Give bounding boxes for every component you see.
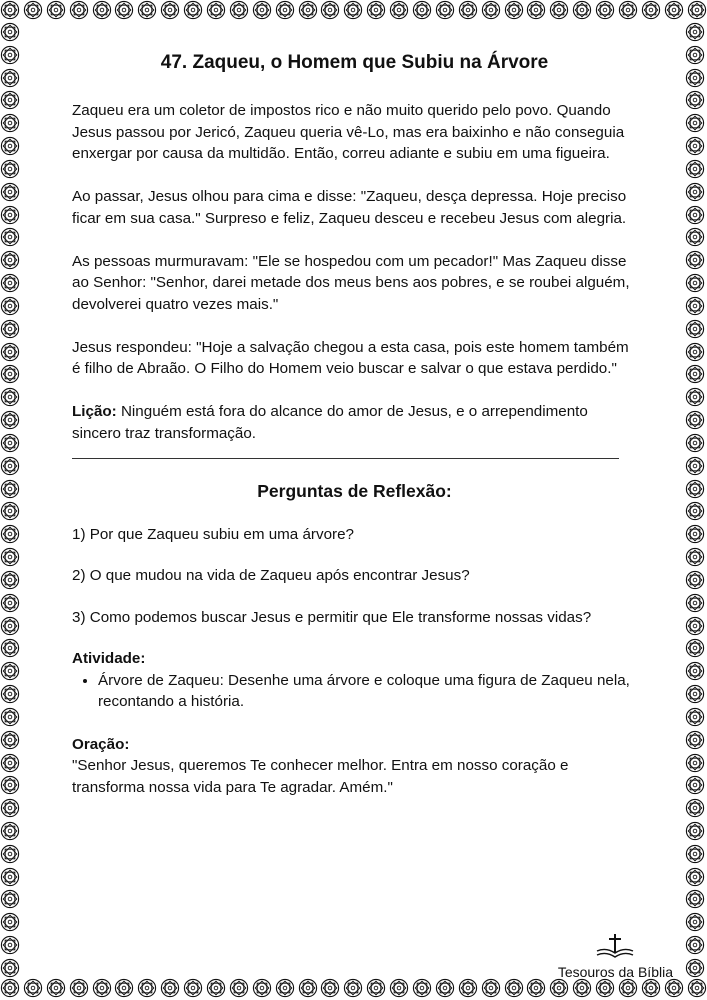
rosette-ornament-icon [0,159,20,179]
rosette-ornament-icon [0,136,20,156]
rosette-ornament-icon [0,182,20,202]
rosette-ornament-icon [687,978,707,998]
rosette-ornament-icon [0,798,20,818]
rosette-ornament-icon [641,0,661,20]
rosette-ornament-icon [0,45,20,65]
rosette-ornament-icon [320,978,340,998]
rosette-ornament-icon [685,775,705,795]
rosette-ornament-icon [206,0,226,20]
rosette-ornament-icon [685,638,705,658]
ornamental-border-top [0,0,707,22]
rosette-ornament-icon [685,227,705,247]
rosette-ornament-icon [595,978,615,998]
rosette-ornament-icon [685,364,705,384]
reflection-question: 3) Como podemos buscar Jesus e permitir que Ele transforme nossas vidas? [72,608,592,626]
rosette-ornament-icon [458,0,478,20]
rosette-ornament-icon [252,0,272,20]
rosette-ornament-icon [46,978,66,998]
rosette-ornament-icon [0,570,20,590]
rosette-ornament-icon [685,616,705,636]
rosette-ornament-icon [685,479,705,499]
rosette-ornament-icon [92,978,112,998]
rosette-ornament-icon [0,616,20,636]
rosette-ornament-icon [685,524,705,544]
rosette-ornament-icon [685,22,705,42]
rosette-ornament-icon [0,250,20,270]
rosette-ornament-icon [0,227,20,247]
rosette-ornament-icon [23,0,43,20]
rosette-ornament-icon [526,978,546,998]
rosette-ornament-icon [0,524,20,544]
rosette-ornament-icon [252,978,272,998]
rosette-ornament-icon [526,0,546,20]
rosette-ornament-icon [664,0,684,20]
rosette-ornament-icon [0,707,20,727]
rosette-ornament-icon [685,661,705,681]
rosette-ornament-icon [685,889,705,909]
rosette-ornament-icon [206,978,226,998]
rosette-ornament-icon [160,978,180,998]
lesson-paragraph [72,401,637,444]
rosette-ornament-icon [69,0,89,20]
rosette-ornament-icon [0,456,20,476]
rosette-ornament-icon [0,958,20,978]
activity-item: • Árvore de Zaqueu: Desenhe uma árvore e coloque uma figura de Zaqueu nela, recontando a história. [98,670,637,713]
rosette-ornament-icon [685,867,705,887]
rosette-ornament-icon [435,0,455,20]
ornamental-border-bottom [0,978,707,1000]
rosette-ornament-icon [685,593,705,613]
rosette-ornament-icon [595,0,615,20]
rosette-ornament-icon [0,730,20,750]
rosette-ornament-icon [685,205,705,225]
rosette-ornament-icon [0,68,20,88]
rosette-ornament-icon [504,978,524,998]
rosette-ornament-icon [0,342,20,362]
rosette-ornament-icon [458,978,478,998]
rosette-ornament-icon [0,978,20,998]
reflection-question: 1) Por que Zaqueu subiu em uma árvore? [72,525,354,543]
rosette-ornament-icon [685,182,705,202]
footer-brand [558,933,673,980]
rosette-ornament-icon [685,296,705,316]
rosette-ornament-icon [343,0,363,20]
lesson-label: Lição: [72,403,117,420]
rosette-ornament-icon [46,0,66,20]
rosette-ornament-icon [685,958,705,978]
rosette-ornament-icon [685,570,705,590]
rosette-ornament-icon [0,753,20,773]
rosette-ornament-icon [0,867,20,887]
rosette-ornament-icon [685,136,705,156]
brand-name: Tesouros da Bíblia [557,964,673,980]
rosette-ornament-icon [685,319,705,339]
rosette-ornament-icon [389,978,409,998]
rosette-ornament-icon [92,0,112,20]
rosette-ornament-icon [685,250,705,270]
rosette-ornament-icon [114,978,134,998]
rosette-ornament-icon [0,638,20,658]
rosette-ornament-icon [685,753,705,773]
rosette-ornament-icon [0,433,20,453]
lesson-text: Ninguém está fora do alcance do amor de Jesus, e o arrependimento sincero traz transformação. [72,403,588,442]
divider-line [72,458,619,459]
activity-label: Atividade: [72,650,146,667]
rosette-ornament-icon [0,889,20,909]
rosette-ornament-icon [0,775,20,795]
rosette-ornament-icon [685,684,705,704]
rosette-ornament-icon [572,0,592,20]
rosette-ornament-icon [0,479,20,499]
rosette-ornament-icon [183,978,203,998]
rosette-ornament-icon [0,364,20,384]
page-title: 47. Zaqueu, o Homem que Subiu na Árvore [160,52,549,73]
rosette-ornament-icon [0,593,20,613]
prayer-text: "Senhor Jesus, queremos Te conhecer melhor. Entra em nosso coração e transforma nossa vida para Te agradar. Amém." [72,757,569,796]
activity-list [72,670,637,713]
rosette-ornament-icon [685,159,705,179]
rosette-ornament-icon [0,387,20,407]
rosette-ornament-icon [0,912,20,932]
rosette-ornament-icon [685,90,705,110]
rosette-ornament-icon [0,0,20,20]
ornamental-border-right [685,22,707,978]
rosette-ornament-icon [685,707,705,727]
rosette-ornament-icon [0,935,20,955]
rosette-ornament-icon [298,978,318,998]
rosette-ornament-icon [685,456,705,476]
rosette-ornament-icon [0,821,20,841]
rosette-ornament-icon [389,0,409,20]
rosette-ornament-icon [641,978,661,998]
rosette-ornament-icon [275,0,295,20]
rosette-ornament-icon [685,935,705,955]
rosette-ornament-icon [685,45,705,65]
rosette-ornament-icon [0,113,20,133]
rosette-ornament-icon [298,0,318,20]
rosette-ornament-icon [183,0,203,20]
reflection-question: 2) O que mudou na vida de Zaqueu após encontrar Jesus? [72,567,470,584]
rosette-ornament-icon [0,90,20,110]
rosette-ornament-icon [320,0,340,20]
rosette-ornament-icon [685,798,705,818]
rosette-ornament-icon [685,844,705,864]
rosette-ornament-icon [0,273,20,293]
rosette-ornament-icon [412,0,432,20]
cross-open-book-icon [593,933,637,961]
rosette-ornament-icon [366,0,386,20]
rosette-ornament-icon [572,978,592,998]
rosette-ornament-icon [0,410,20,430]
rosette-ornament-icon [549,978,569,998]
rosette-ornament-icon [435,978,455,998]
rosette-ornament-icon [69,978,89,998]
rosette-ornament-icon [549,0,569,20]
rosette-ornament-icon [664,978,684,998]
rosette-ornament-icon [618,0,638,20]
rosette-ornament-icon [0,296,20,316]
rosette-ornament-icon [685,433,705,453]
rosette-ornament-icon [160,0,180,20]
story-paragraph: As pessoas murmuravam: "Ele se hospedou com um pecador!" Mas Zaqueu disse ao Senhor: "Senhor, darei metade dos meus bens aos pobres, e se roubei alguém, devolverei quatro vezes mais." [72,252,630,313]
rosette-ornament-icon [618,978,638,998]
rosette-ornament-icon [481,0,501,20]
rosette-ornament-icon [275,978,295,998]
page-content [72,52,637,820]
rosette-ornament-icon [685,113,705,133]
rosette-ornament-icon [0,319,20,339]
rosette-ornament-icon [685,501,705,521]
story-paragraph: Jesus respondeu: "Hoje a salvação chegou a esta casa, pois este homem também é filho de Abraão. O Filho do Homem veio buscar e salvar o que estava perdido." [72,338,629,377]
rosette-ornament-icon [343,978,363,998]
rosette-ornament-icon [685,410,705,430]
story-paragraph: Ao passar, Jesus olhou para cima e disse: "Zaqueu, desça depressa. Hoje preciso ficar em sua casa." Surpreso e feliz, Zaqueu desceu e recebeu Jesus com alegria. [72,188,627,227]
prayer-label: Oração: [72,735,130,753]
rosette-ornament-icon [0,844,20,864]
rosette-ornament-icon [685,821,705,841]
rosette-ornament-icon [685,273,705,293]
rosette-ornament-icon [137,0,157,20]
rosette-ornament-icon [685,547,705,567]
rosette-ornament-icon [685,387,705,407]
rosette-ornament-icon [0,684,20,704]
rosette-ornament-icon [481,978,501,998]
rosette-ornament-icon [685,912,705,932]
rosette-ornament-icon [0,205,20,225]
rosette-ornament-icon [685,68,705,88]
rosette-ornament-icon [229,978,249,998]
rosette-ornament-icon [412,978,432,998]
ornamental-border-left [0,22,22,978]
reflection-heading: Perguntas de Reflexão: [257,480,452,501]
rosette-ornament-icon [685,730,705,750]
rosette-ornament-icon [0,661,20,681]
rosette-ornament-icon [366,978,386,998]
rosette-ornament-icon [685,342,705,362]
rosette-ornament-icon [0,22,20,42]
rosette-ornament-icon [687,0,707,20]
story-paragraph: Zaqueu era um coletor de impostos rico e não muito querido pelo povo. Quando Jesus passou por Jericó, Zaqueu queria vê-Lo, mas era baixinho e não conseguia enxergar por causa da multidão. Então, correu adiante e subiu em uma figueira. [72,102,625,162]
rosette-ornament-icon [504,0,524,20]
rosette-ornament-icon [114,0,134,20]
rosette-ornament-icon [229,0,249,20]
rosette-ornament-icon [23,978,43,998]
rosette-ornament-icon [0,501,20,521]
rosette-ornament-icon [137,978,157,998]
rosette-ornament-icon [0,547,20,567]
